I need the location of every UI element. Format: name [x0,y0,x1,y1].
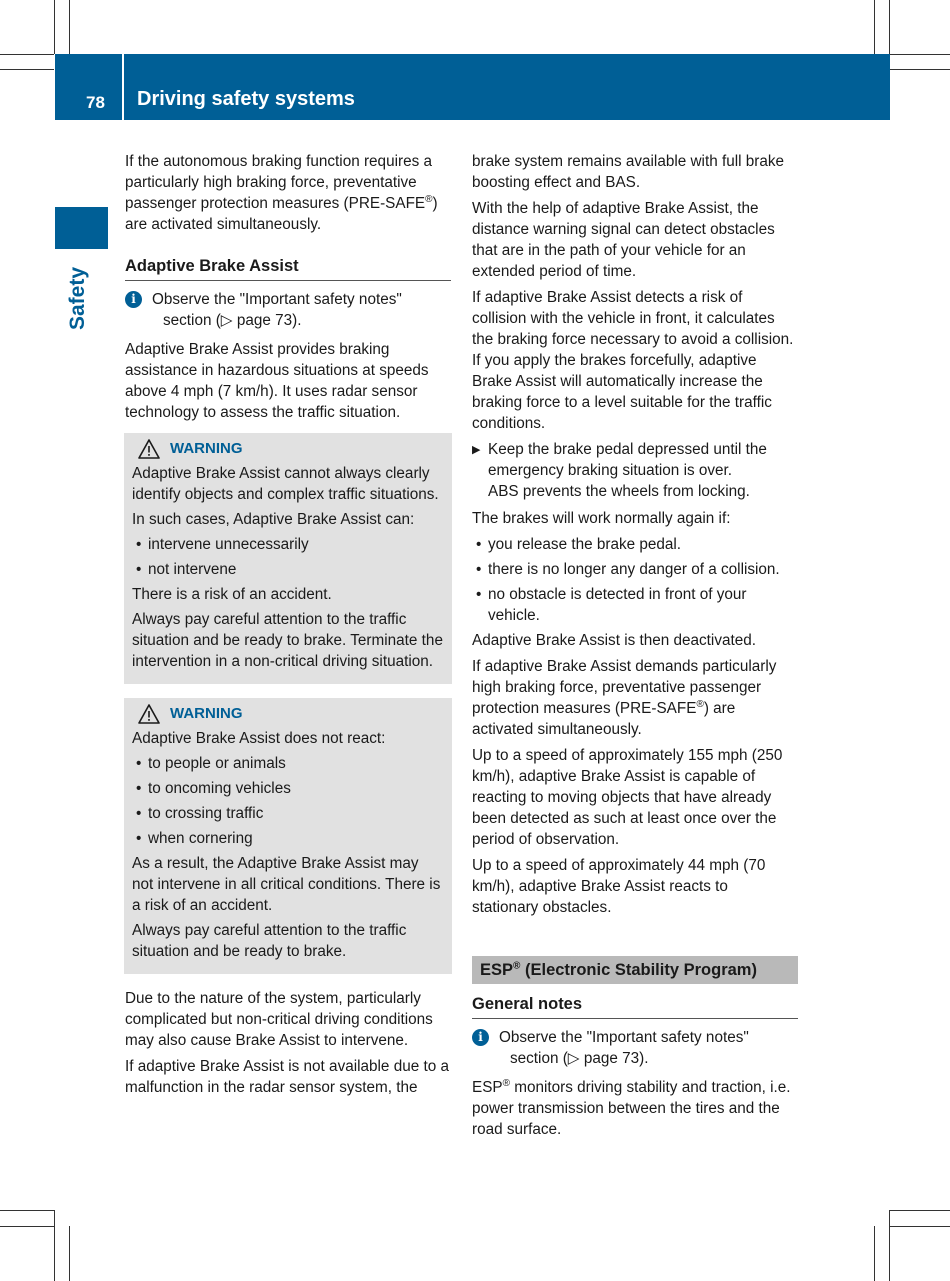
registered-mark: ® [425,193,433,205]
info-note-text: Observe the "Important safety notes" section (▷ page 73). [152,291,402,329]
intro-text-end: ) are activated simultaneously. [125,195,438,233]
list-item: • to oncoming vehicles [132,778,444,799]
crop-mark [0,69,54,70]
list-item: • when cornering [132,828,444,849]
crop-mark [0,54,54,55]
section-heading-general-notes: General notes [472,994,798,1019]
warning-text: Always pay careful attention to the traffic situation and be ready to brake. [132,922,407,960]
paragraph: Due to the nature of the system, particularly complicated but non-critical driving conditions may also cause Brake Assist to intervene. [125,990,433,1049]
warning-text: Always pay careful attention to the traffic situation and be ready to brake. Terminate the intervention in a non-critical driving situation. [132,611,443,670]
step-result: ABS prevents the wheels from locking. [488,483,750,500]
warning-title [132,703,444,724]
list-item: • no obstacle is detected in front of your vehicle. [472,584,798,626]
warning-label: WARNING [170,440,243,457]
warning-triangle-icon [138,439,160,459]
paragraph: If adaptive Brake Assist detects a risk of collision with the vehicle in front, it calculates the braking force necessary to avoid a collision. If you apply the brakes forcefully, adaptive Brake Assist will automatically increase the braking force to a level suitable for the traffic conditions. [472,289,794,432]
list-item: • intervene unnecessarily [132,534,444,555]
paragraph: brake system remains available with full brake boosting effect and BAS. [472,153,785,191]
crop-mark [0,1226,54,1227]
registered-mark: ® [502,1077,510,1089]
info-icon: i [472,1029,489,1046]
paragraph-text-end: monitors driving stability and traction, i.e. power transmission between the tires and the road surface. [472,1079,791,1138]
side-tab-marker [55,207,108,249]
list-item: • you release the brake pedal. [472,534,798,555]
warning-text: In such cases, Adaptive Brake Assist can: [132,511,415,528]
crop-mark [54,1210,55,1281]
info-note-text: Observe the "Important safety notes" section (▷ page 73). [499,1029,749,1067]
paragraph-text: If adaptive Brake Assist demands particularly high braking force, preventative passenger protection measures (PRE-SAFE [472,658,777,717]
warning-list [132,534,444,580]
intro-paragraph [125,151,451,235]
page-number: 78 [86,93,105,112]
side-tab-label: Safety [66,266,89,330]
warning-label: WARNING [170,705,243,722]
paragraph [472,1077,798,1140]
info-icon: i [125,291,142,308]
esp-title: ESP [480,961,514,979]
paragraph-text: ESP [472,1079,503,1096]
registered-mark: ® [513,960,521,972]
esp-title-end: (Electronic Stability Program) [520,961,757,979]
info-note [125,289,451,331]
section-heading-adaptive-brake-assist: Adaptive Brake Assist [125,256,451,281]
warning-list [132,753,444,849]
crop-mark [54,0,55,54]
section-bar-esp [472,956,798,984]
crop-mark [69,1226,70,1281]
crop-mark [890,69,950,70]
crop-mark [890,54,950,55]
crop-mark [874,1226,875,1281]
warning-text: Adaptive Brake Assist cannot always clearly identify objects and complex traffic situations. [132,465,439,503]
step-text: ▶ Keep the brake pedal depressed until the emergency braking situation is over. [488,441,767,479]
instruction-step [472,439,798,502]
registered-mark: ® [696,698,704,710]
right-column [472,151,798,1145]
crop-mark [890,1226,950,1227]
crop-mark [0,1210,54,1211]
warning-box [124,698,452,974]
intro-text: If the autonomous braking function requires a particularly high braking force, preventative passenger protection measures (PRE-SAFE [125,153,432,212]
warning-title [132,438,444,459]
paragraph: If adaptive Brake Assist is not available due to a malfunction in the radar sensor system, the [125,1058,449,1096]
paragraph [472,656,798,740]
paragraph: Up to a speed of approximately 155 mph (250 km/h), adaptive Brake Assist is capable of reacting to moving objects that have already been detected as such at least once over the period of observation. [472,747,783,848]
paragraph: With the help of adaptive Brake Assist, the distance warning signal can detect obstacles that are in the path of your vehicle for an extended period of time. [472,200,775,280]
warning-text: Adaptive Brake Assist does not react: [132,730,386,747]
warning-triangle-icon [138,704,160,724]
info-note [472,1027,798,1069]
bullet-list [472,534,798,626]
list-item: • to crossing traffic [132,803,444,824]
crop-mark [890,1210,950,1211]
warning-text: As a result, the Adaptive Brake Assist may not intervene in all critical conditions. There is a risk of an accident. [132,855,441,914]
crop-mark [874,0,875,54]
list-item: • to people or animals [132,753,444,774]
warning-text: There is a risk of an accident. [132,586,332,603]
header-divider [122,54,124,120]
paragraph: Adaptive Brake Assist provides braking assistance in hazardous situations at speeds above 4 mph (7 km/h). It uses radar sensor technology to assess the traffic situation. [125,341,429,421]
crop-mark [889,0,890,54]
page-title: Driving safety systems [137,88,355,110]
paragraph: The brakes will work normally again if: [472,510,731,527]
paragraph: Adaptive Brake Assist is then deactivated. [472,632,757,649]
paragraph-text-end: ) are activated simultaneously. [472,700,736,738]
list-item: • there is no longer any danger of a collision. [472,559,798,580]
warning-box [124,433,452,684]
left-column [125,151,451,1103]
crop-mark [889,1210,890,1281]
list-item: • not intervene [132,559,444,580]
paragraph: Up to a speed of approximately 44 mph (70 km/h), adaptive Brake Assist reacts to stationary obstacles. [472,857,766,916]
crop-mark [69,0,70,54]
